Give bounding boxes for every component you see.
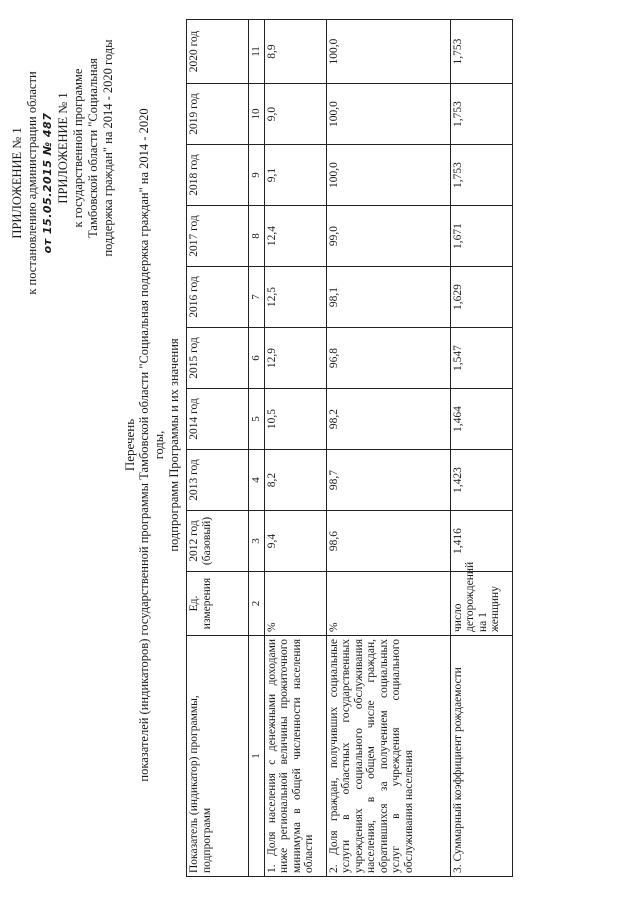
appendix-decree-block [10,18,55,348]
table-row [326,20,450,877]
appendix-decree-line: к постановлению администрации области [25,71,39,295]
indicators-table [186,19,513,877]
indicator-value: 1,416 [450,511,512,572]
table-row [450,20,512,877]
indicator-value: 98,7 [326,450,450,511]
indicator-value: 100,0 [326,145,450,206]
heading-line-1: показателей (индикаторов) государственной программы Тамбовской области "Социальная поддержка граждан" на 2014 - 2020 годы, [137,108,166,782]
header-year: 2020 год [187,20,249,84]
indicator-value: 98,1 [326,267,450,328]
table-row [264,20,326,877]
indicator-value: 100,0 [326,20,450,84]
indicator-value: 1,753 [450,145,512,206]
indicator-value: 12,9 [264,328,326,389]
header-year: 2013 год [187,450,249,511]
column-number-row [249,20,265,877]
indicator-value: 8,2 [264,450,326,511]
header-year: 2012 год (базовый) [187,511,249,572]
appendix-decree-title: ПРИЛОЖЕНИЕ № 1 [10,127,24,239]
heading-line-2: подпрограмм Программы и их значения [167,338,181,552]
indicator-name: 2. Доля граждан, получивших социальные услуги в областных государственных учреждениях социального обслуживания населения, в общем числе граждан, обратившихся за получением социальных услуг в учреждения социального обслуживания населения [326,636,450,877]
indicator-value: 12,5 [264,267,326,328]
header-unit: Ед. измерения [187,572,249,636]
indicator-unit: число деторождений на 1 женщину [450,572,512,636]
appendix-program-line-3: поддержка граждан" на 2014 - 2020 годы [101,39,115,257]
indicator-unit: % [264,572,326,636]
heading-title: Перечень [122,418,137,472]
indicator-value: 1,464 [450,389,512,450]
header-year: 2018 год [187,145,249,206]
header-year: 2019 год [187,84,249,145]
header-year: 2015 год [187,328,249,389]
appendix-program-block [56,18,116,278]
column-number: 2 [249,572,265,636]
indicator-value: 8,9 [264,20,326,84]
indicator-unit: % [326,572,450,636]
column-number: 6 [249,328,265,389]
indicator-value: 1,753 [450,84,512,145]
indicator-value: 100,0 [326,84,450,145]
appendix-program-line-2: Тамбовской области "Социальная [86,58,100,238]
column-number: 8 [249,206,265,267]
indicator-value: 1,753 [450,20,512,84]
header-indicator: Показатель (индикатор) программы, подпрограмм [187,636,249,877]
indicator-value: 1,547 [450,328,512,389]
indicator-value: 10,5 [264,389,326,450]
indicator-value: 1,671 [450,206,512,267]
indicator-value: 12,4 [264,206,326,267]
indicator-value: 96,8 [326,328,450,389]
table-header-row [187,20,249,877]
appendix-program-line-1: к государственной программе [71,68,85,228]
document-heading [122,95,182,795]
appendix-decree-signature: от 15.05.2015 № 487 [41,112,54,254]
indicator-value: 98,2 [326,389,450,450]
column-number: 4 [249,450,265,511]
header-year: 2014 год [187,389,249,450]
column-number: 9 [249,145,265,206]
header-year: 2017 год [187,206,249,267]
column-number: 10 [249,84,265,145]
indicator-value: 9,4 [264,511,326,572]
indicator-name: 3. Суммарный коэффициент рождаемости [450,636,512,877]
column-number: 5 [249,389,265,450]
indicator-value: 1,629 [450,267,512,328]
header-year: 2016 год [187,267,249,328]
column-number: 3 [249,511,265,572]
column-number: 7 [249,267,265,328]
indicator-value: 1,423 [450,450,512,511]
indicator-value: 9,1 [264,145,326,206]
column-number: 11 [249,20,265,84]
indicator-value: 98,6 [326,511,450,572]
indicator-value: 99,0 [326,206,450,267]
indicator-value: 9,0 [264,84,326,145]
appendix-program-title: ПРИЛОЖЕНИЕ № 1 [56,92,70,204]
column-number: 1 [249,636,265,877]
indicator-name: 1. Доля населения с денежными доходами ниже региональной величины прожиточного минимума в общей численности населения области [264,636,326,877]
